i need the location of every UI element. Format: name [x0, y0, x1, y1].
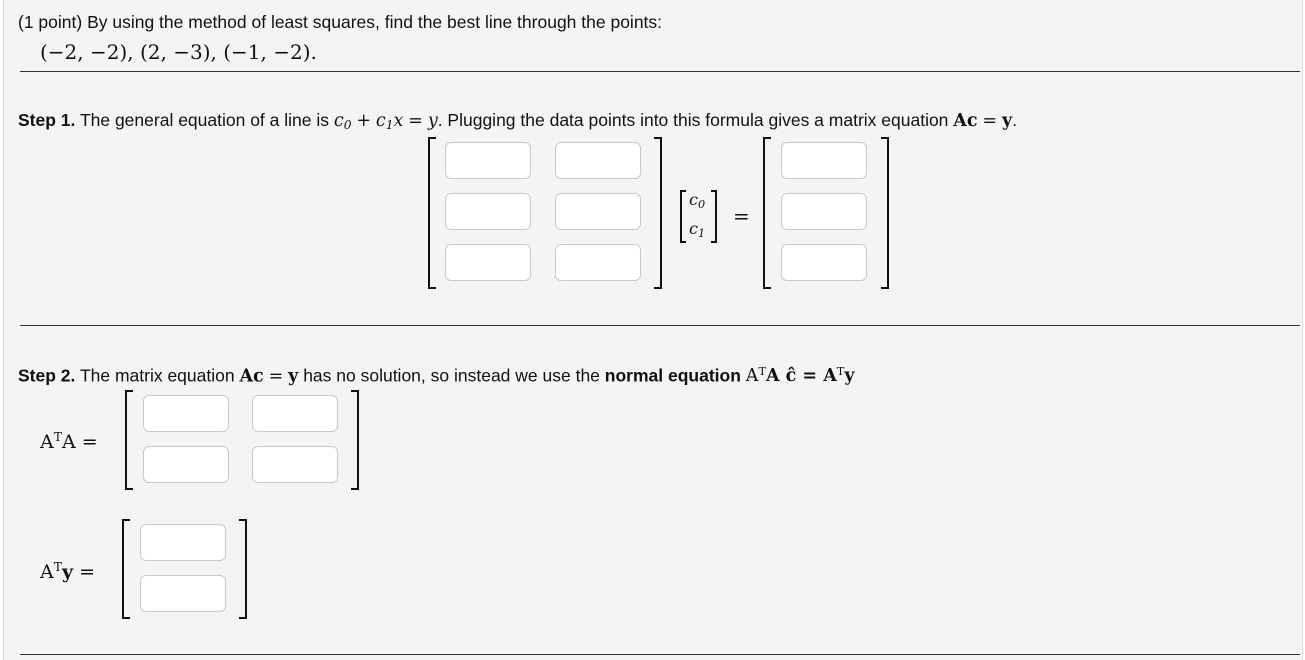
- step1-text-c: .: [1012, 110, 1017, 130]
- step2-eq-Ac: Ac: [239, 366, 264, 387]
- matrix-a-r1c1-input[interactable]: [445, 142, 531, 179]
- aty-label: [40, 560, 95, 583]
- normal-eq-A: A: [745, 366, 759, 387]
- vector-y-left-bracket: [763, 137, 771, 289]
- ata-right-bracket: [351, 390, 359, 490]
- data-points: (−2, −2), (2, −3), (−1, −2).: [40, 40, 317, 64]
- vector-c1-sym: c: [689, 219, 698, 238]
- step1-text-b: . Plugging the data points into this formula gives a matrix equation: [437, 110, 949, 130]
- eq-c0-sub: 0: [343, 118, 352, 133]
- step1-text: [18, 110, 1017, 132]
- eq-y-bold: y: [1001, 111, 1013, 131]
- matrix-a-r2c1-input[interactable]: [445, 193, 531, 230]
- vector-c1-sub: 1: [697, 226, 706, 240]
- ata-rest: A =: [61, 430, 98, 453]
- prompt-text: By using the method of least squares, find the best line through the points:: [87, 12, 663, 32]
- divider-1: [20, 71, 1300, 72]
- ata-r1c1-input[interactable]: [143, 395, 229, 432]
- eq-x: x: [393, 111, 404, 131]
- vector-y-r3-input[interactable]: [781, 244, 867, 281]
- vector-y-r2-input[interactable]: [781, 193, 867, 230]
- matrix-a-left-bracket: [428, 137, 436, 289]
- step2-text-b: has no solution, so instead we use the: [303, 365, 600, 386]
- matrix-a-r1c2-input[interactable]: [555, 142, 641, 179]
- step1-text-a: The general equation of a line is: [79, 110, 329, 130]
- normal-eq-mid: A ĉ = A: [766, 366, 837, 387]
- matrix-a-right-bracket: [654, 137, 662, 289]
- step2-text-a: The matrix equation: [79, 365, 235, 386]
- aty-r1-input[interactable]: [140, 524, 226, 561]
- aty-T: T: [53, 560, 62, 574]
- aty-equals: =: [79, 560, 95, 583]
- eq-plus: +: [356, 111, 372, 131]
- aty-y: y: [61, 560, 74, 583]
- ata-T: T: [53, 430, 62, 444]
- normal-eq-T2: T: [836, 364, 845, 378]
- ata-left-bracket: [125, 390, 133, 490]
- vector-c0-sym: c: [689, 190, 698, 209]
- ata-r2c2-input[interactable]: [252, 446, 338, 483]
- aty-left-bracket: [122, 519, 130, 619]
- vector-y-right-bracket: [881, 137, 889, 289]
- eq-Ac: Ac: [953, 111, 978, 131]
- aty-r2-input[interactable]: [140, 575, 226, 612]
- eq-equals: =: [408, 111, 423, 131]
- divider-3: [20, 654, 1300, 655]
- ata-label: [40, 430, 98, 453]
- ata-A: A: [40, 430, 54, 453]
- matrix-equals: =: [733, 204, 750, 228]
- matrix-a-r3c2-input[interactable]: [555, 244, 641, 281]
- vector-c-right-bracket: [711, 190, 717, 243]
- matrix-a-r2c2-input[interactable]: [555, 193, 641, 230]
- eq-c0: [334, 111, 352, 131]
- normal-equation: [746, 366, 855, 386]
- eq-c1-sym: c: [375, 111, 386, 131]
- normal-equation-label: normal equation: [604, 365, 741, 386]
- eq-y: y: [427, 111, 438, 131]
- aty-A: A: [40, 560, 54, 583]
- vector-c1: [689, 219, 705, 240]
- step2-eq-equals: =: [268, 366, 284, 387]
- normal-eq-T: T: [758, 364, 767, 378]
- aty-right-bracket: [239, 519, 247, 619]
- normal-eq-y: y: [844, 366, 855, 387]
- eq-c0-sym: c: [333, 111, 344, 131]
- eq-c1: [376, 111, 403, 131]
- eq-c1-sub: 1: [385, 118, 394, 133]
- step2-label: Step 2.: [18, 365, 76, 386]
- ata-r1c2-input[interactable]: [252, 395, 338, 432]
- vector-c0: [689, 190, 705, 211]
- step2-text: [18, 364, 855, 386]
- points-label: (1 point): [18, 12, 83, 32]
- problem-panel: [3, 0, 1303, 660]
- vector-y-r1-input[interactable]: [781, 142, 867, 179]
- step2-eq-y: y: [288, 366, 299, 387]
- vector-c-left-bracket: [680, 190, 686, 243]
- problem-prompt: [18, 12, 662, 33]
- matrix-a-r3c1-input[interactable]: [445, 244, 531, 281]
- step1-label: Step 1.: [18, 110, 76, 130]
- ata-r2c1-input[interactable]: [143, 446, 229, 483]
- divider-2: [20, 325, 1300, 326]
- eq-equals-2: =: [982, 111, 998, 131]
- vector-c0-sub: 0: [697, 197, 706, 211]
